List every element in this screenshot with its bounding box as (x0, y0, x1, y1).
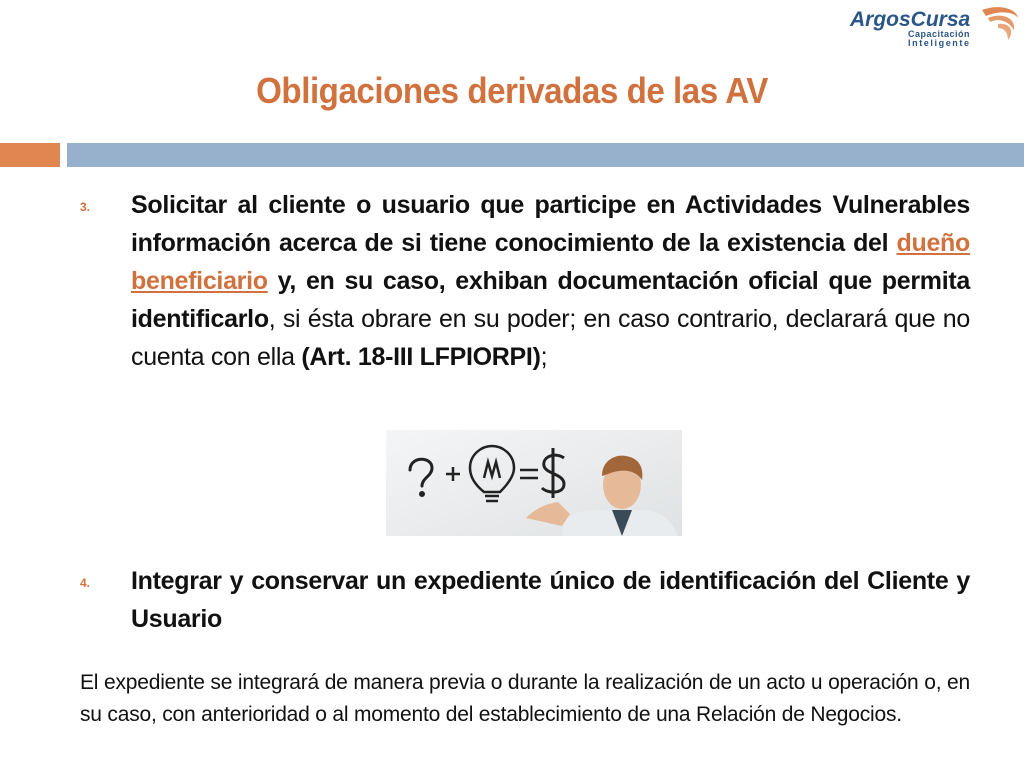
businessman-idea-photo (386, 430, 682, 536)
list-item-4 (80, 562, 970, 638)
logo-tagline-2: Inteligente (908, 38, 971, 48)
list-item-3 (80, 186, 970, 376)
body-paragraph: El expediente se integrará de manera previa o durante la realización de un acto u operación o, en su caso, con anterioridad o al momento del establecimiento de una Relación de Negocios. (80, 671, 970, 726)
logo-tagline-1: Capacitación (908, 29, 971, 39)
list-item-text (131, 186, 970, 376)
header-bar-blue (67, 143, 1024, 167)
header-bar-orange (0, 143, 60, 167)
item-bold-text: Integrar y conservar un expediente único de identificación del Cliente y Usuario (131, 567, 970, 633)
argoscursa-logo (848, 4, 1020, 48)
article-reference: (Art. 18-III LFPIORPI) (301, 343, 541, 371)
item-plain-text: ; (540, 343, 548, 371)
item-bold-text: y, en su caso, exhiban documentación oficial que permita identificarlo (131, 267, 970, 333)
dueno-beneficiario-link[interactable]: dueño beneficiario (131, 229, 970, 295)
slide-title: Obligaciones derivadas de las AV (256, 70, 768, 111)
item-plain-text: , si ésta obrare en su poder; en caso contrario, declarará que no cuenta con ella (131, 305, 970, 371)
logo-swoosh-icon (982, 7, 1018, 40)
list-number: 4. (80, 576, 91, 590)
item-bold-text: Solicitar al cliente o usuario que participe en Actividades Vulnerables información acerca de si tiene conocimiento de la existencia del (131, 191, 970, 257)
logo-brand: ArgosCursa (850, 8, 971, 31)
list-number: 3. (80, 200, 91, 214)
list-item-text (131, 562, 970, 638)
